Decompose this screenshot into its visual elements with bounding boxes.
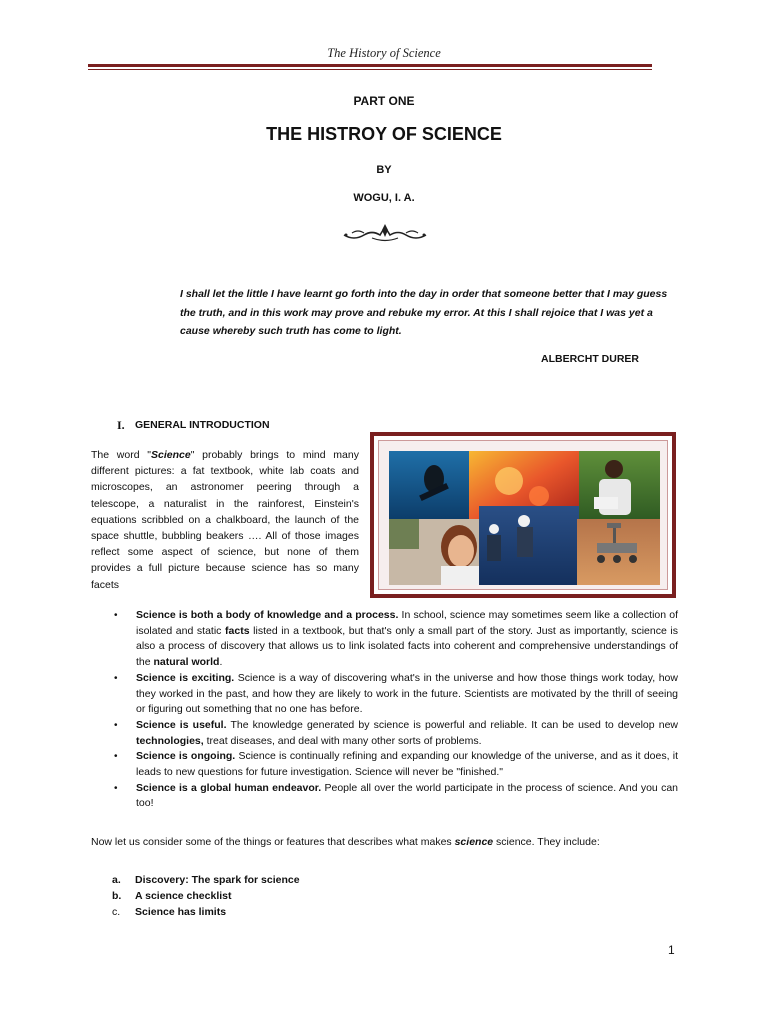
bullet-marker: • [114,751,118,763]
bullet-lead: Science is both a body of knowledge and a process. [136,609,399,621]
author-name: WOGU, I. A. [353,192,415,204]
bullet-text: The knowledge generated by science is powerful and reliable. It can be used to develop new [226,718,678,731]
intro-text-start: The word " [91,449,151,461]
bullet-text: Science is a way of discovering what's in the universe and how those things work today, how they worked in the past, and how they are likely to work in the future. Scientists are motivated by the thrill of seeing or figuring out something that no one has before. [136,671,678,716]
intro-paragraph [91,447,359,593]
bullet-text: . [219,656,223,669]
bullet-bold: natural world [153,656,220,669]
bullet-text: In school, science may sometimes seem like a collection of isolated and static [136,609,678,637]
list-item [112,671,678,718]
intro-science-word: Science [150,449,191,461]
bullet-lead: Science is useful. [136,718,227,731]
intro-text-rest: " probably brings to mind many different pictures: a fat textbook, white lab coats and microscopes, an astronomer peering through a telescope, a naturalist in the rainforest, Einstein's equations scribbled on a chalkboard, the launch of the space shuttle, bubbling beakers …. All of those images reflect some aspect of science, but none of them provides a full picture because science has so many facets [91,449,359,591]
epigraph-quote: I shall let the little I have learnt go forth into the day in order that someone better that I may guess the truth, and in this work may prove and rebuke my error. At this I shall rejoice that I was yet a cause whereby such truth has come to light. [180,288,668,337]
bullet-text: People all over the world participate in the process of science. And you can too! [136,781,679,810]
features-intro-pre: Now let us consider some of the things or features that describes what makes [91,836,455,848]
features-intro-sentence [91,836,691,848]
bullet-lead: Science is ongoing. [136,750,236,763]
document-title: THE HISTROY OF SCIENCE [266,124,502,144]
list-item [112,872,300,888]
feature-label: Discovery: The spark for science [135,874,300,886]
features-intro-post: science. They include: [493,836,600,848]
bullet-text: listed in a textbook, but that's only a small part of the story. Just as importantly, science is also a process of discovery that allows us to link isolated facts into coherent and comprehensive understandings of the [136,624,678,669]
feature-label: Science has limits [135,906,227,918]
running-header-title: The History of Science [327,46,441,60]
list-item [112,749,678,780]
by-label: BY [376,164,392,176]
list-marker: c. [112,906,121,918]
section-title: GENERAL INTRODUCTION [135,419,270,431]
list-item [112,904,300,920]
feature-label: A science checklist [135,890,232,902]
features-intro-em: science [454,836,494,848]
list-item [112,781,678,812]
bullet-bold: facts [225,624,250,637]
bullet-marker: • [114,782,118,794]
science-characteristics-list [112,608,678,812]
bullet-lead: Science is exciting. [136,671,235,684]
list-item [112,718,678,749]
epigraph-attribution: ALBERCHT DURER [541,353,639,365]
science-collage-frame [370,432,676,598]
list-marker: a. [112,874,121,886]
bullet-text: Science is continually refining and expanding our knowledge of the universe, and as it does, it leads to new questions for future investigation. Science will never be "finished." [136,750,678,779]
bullet-marker: • [114,719,118,731]
section-number: I. [117,418,125,432]
page-number: 1 [668,943,675,957]
bullet-marker: • [114,672,118,684]
bullet-text: treat diseases, and deal with many other sorts of problems. [203,734,482,747]
header-rule-thin [88,69,652,70]
list-marker: b. [112,890,122,902]
features-list [112,872,300,920]
part-label: PART ONE [353,94,415,108]
decorative-ornament-icon [342,221,428,243]
bullet-bold: technologies, [136,734,204,747]
science-collage-image [389,451,660,585]
list-item [112,608,678,671]
bullet-lead: Science is a global human endeavor. [136,781,322,794]
bullet-marker: • [114,610,118,621]
header-rule-thick [88,64,652,67]
list-item [112,888,300,904]
